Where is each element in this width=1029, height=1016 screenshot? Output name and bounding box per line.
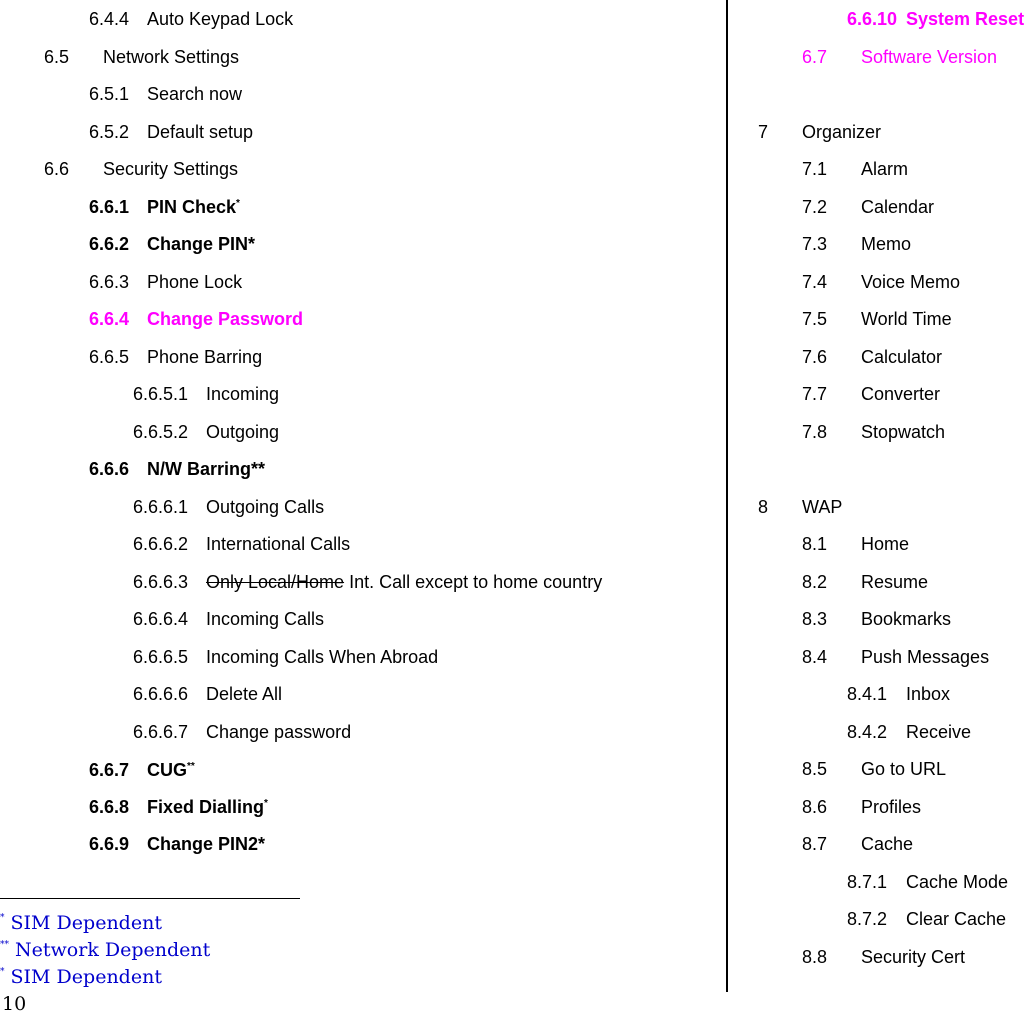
footnote-marker: *	[236, 198, 240, 209]
column-divider	[726, 0, 728, 992]
footnote-sim-dependent: * SIM Dependent	[0, 912, 162, 934]
footnote-marker: *	[264, 798, 268, 809]
footnote-separator	[0, 898, 300, 899]
footnote-marker: **	[187, 761, 195, 772]
struck-text: Only Local/Home	[206, 572, 345, 592]
page-number: 10	[2, 993, 27, 1015]
footnote-marker: *	[0, 967, 5, 977]
footnote-sim-dependent-2: * SIM Dependent	[0, 966, 162, 988]
footnote-marker: *	[0, 913, 5, 923]
footnote-marker: **	[0, 940, 9, 950]
footnote-network-dependent: ** Network Dependent	[0, 939, 211, 961]
